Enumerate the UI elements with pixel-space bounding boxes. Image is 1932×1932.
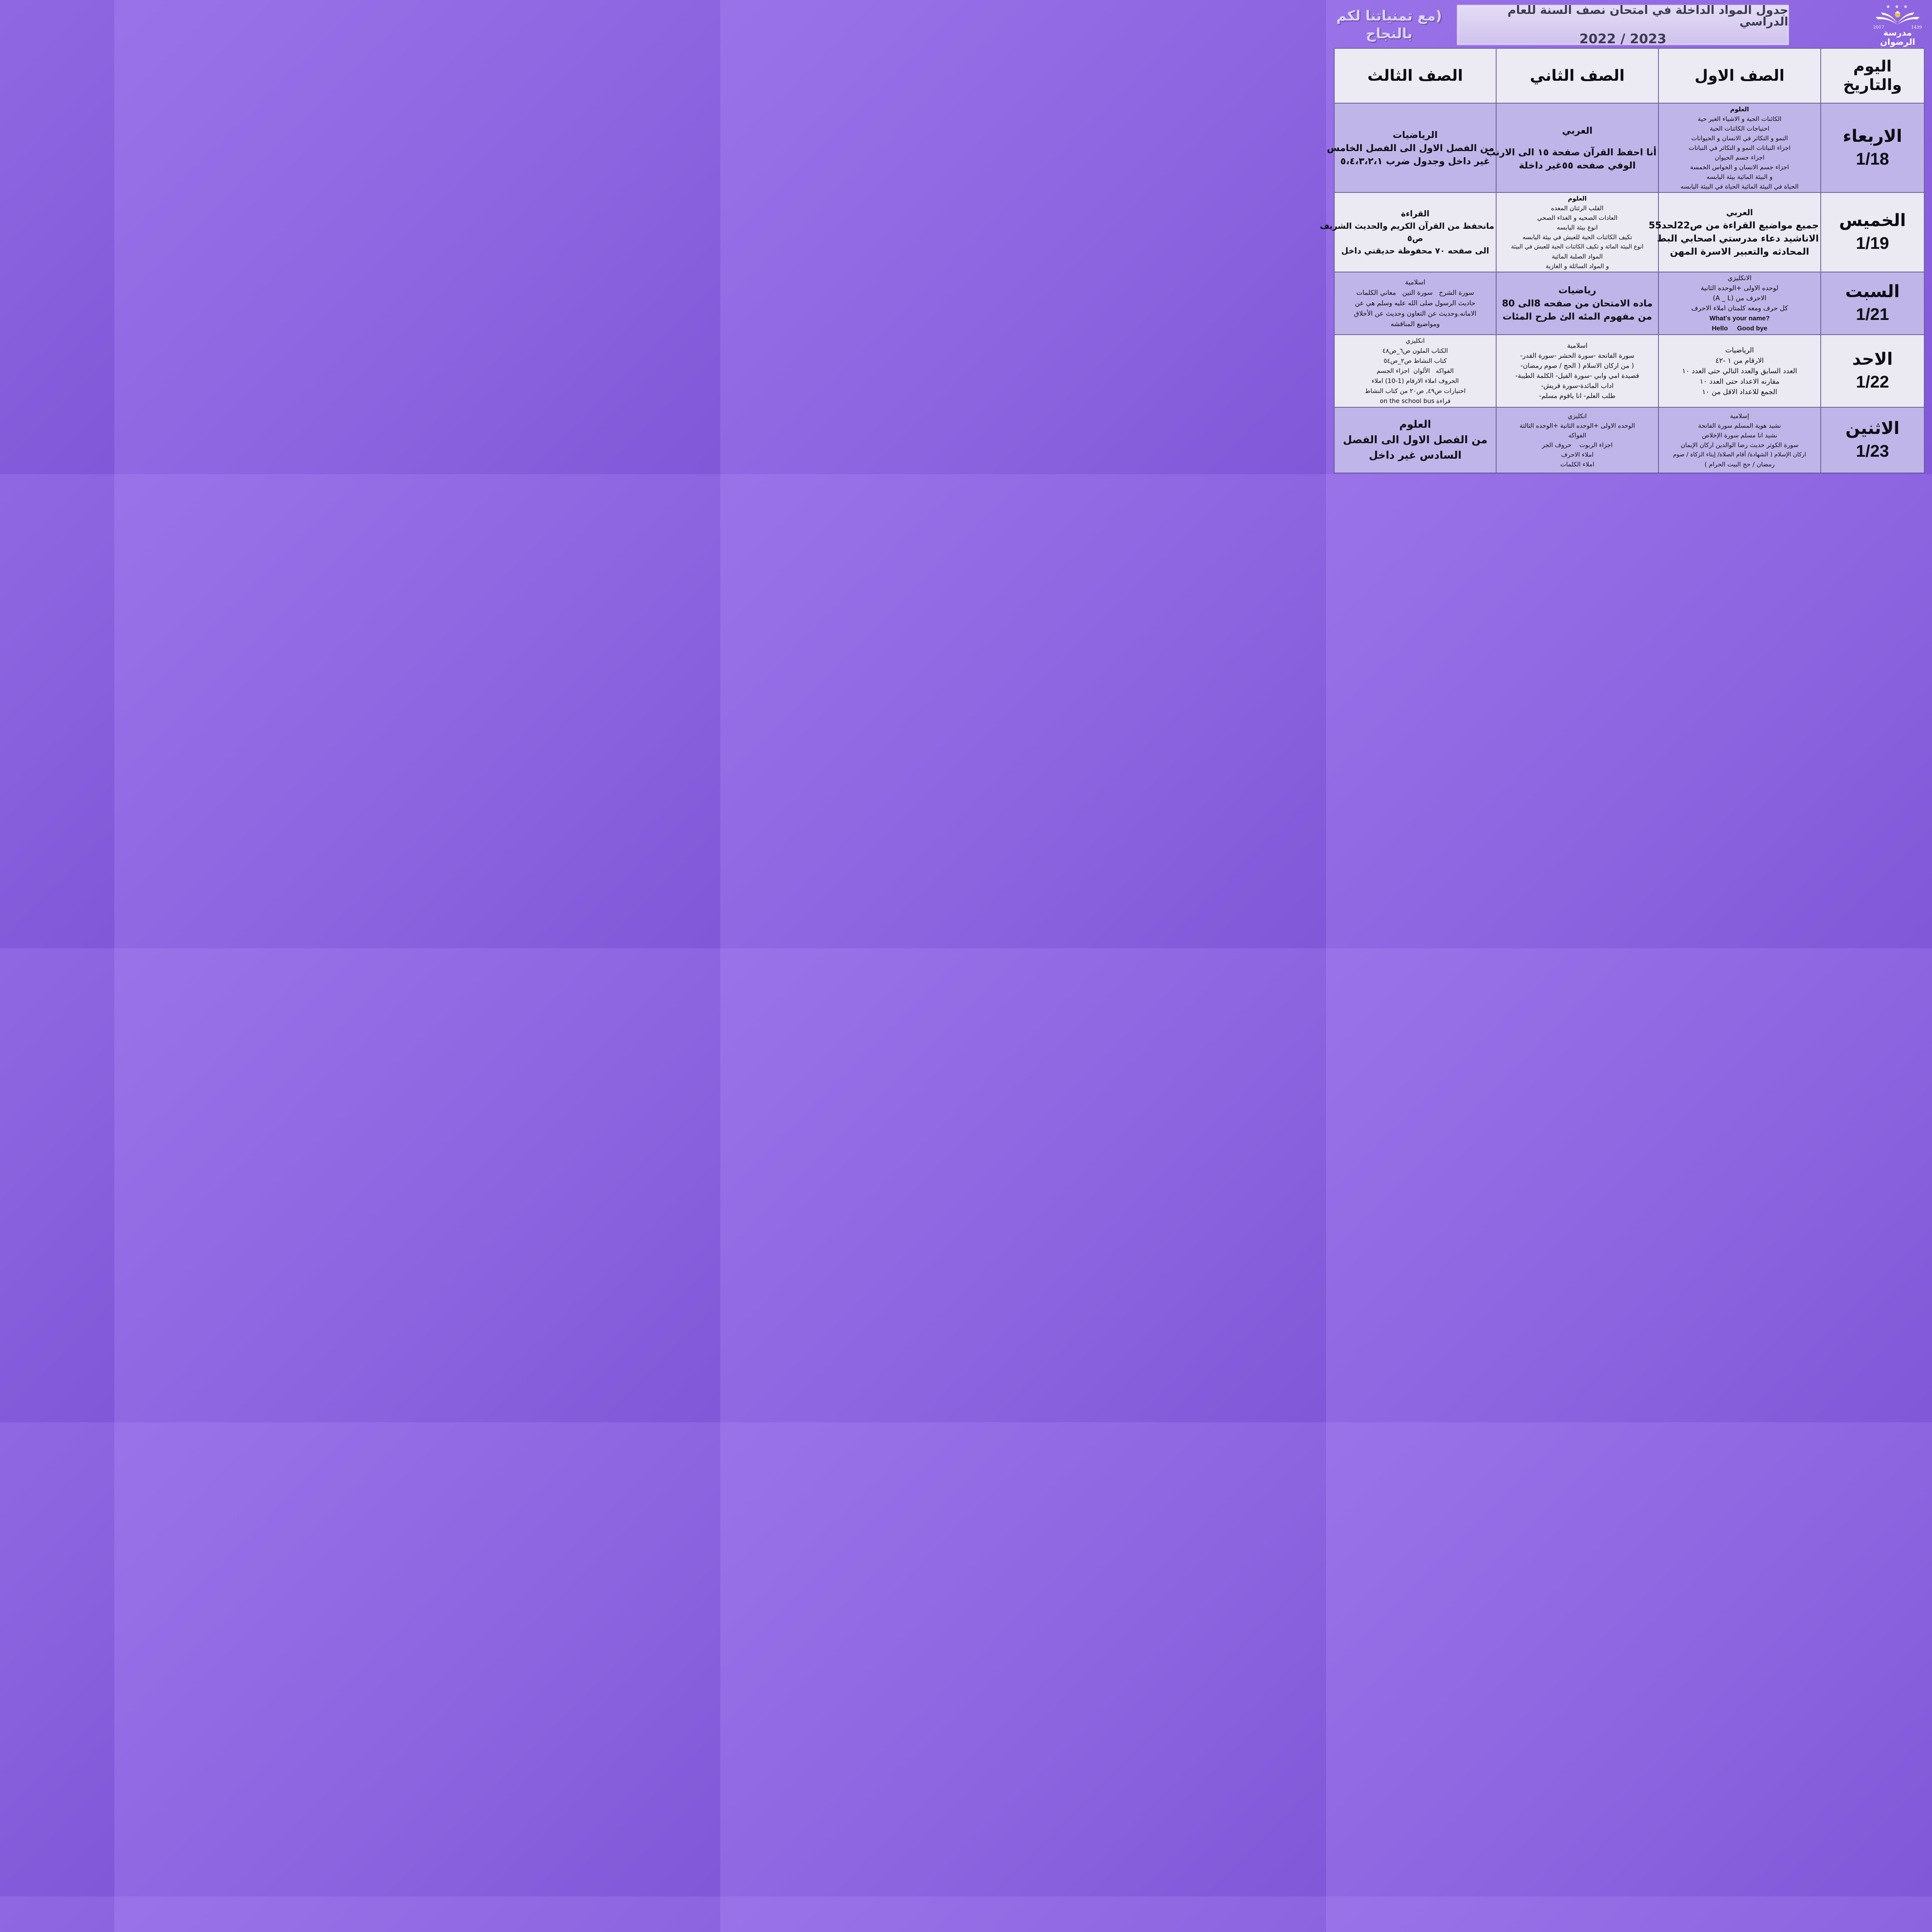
header-day-line1: اليوم	[1853, 58, 1892, 75]
day-date: 1/21	[1856, 305, 1889, 324]
day-cell	[1821, 103, 1924, 192]
topic-line: العدد السابق والعدد التالي حتى العدد ١٠	[1682, 367, 1797, 375]
academic-year: 2022 / 2023	[1579, 31, 1667, 47]
topic-line: غير داخل وجدول ضرب ٥،٤،٣،٢،١	[1340, 155, 1490, 167]
topic-line: الفواكه الألوان اجزاء الجسم	[1376, 367, 1454, 374]
subject-name: الانكليزي	[1728, 274, 1752, 282]
day-name: السبت	[1845, 282, 1900, 301]
topic-line: الكتاب الملون ص٦_ص٤٨	[1382, 347, 1448, 354]
topic-line: القلب الرئتان المعده	[1551, 204, 1604, 212]
logo-year-right: 1439	[1911, 25, 1922, 30]
topic-line: من مفهوم المئه الئ طرح المئات	[1502, 311, 1652, 322]
subject-name: رياضيات	[1558, 285, 1596, 296]
topic-line: الكائنات الحية و الاشياء الغير حية	[1697, 115, 1782, 122]
subject-name: انكليزي	[1568, 412, 1587, 420]
topic-line: جميع مواضيع القراءة من ص22لحد55	[1648, 220, 1819, 231]
table-row	[1334, 272, 1924, 335]
topic-line: كتاب النشاط ص٢_ص٥٤	[1383, 357, 1447, 364]
open-book-icon	[1872, 9, 1923, 26]
grade-3-cell	[1334, 272, 1496, 335]
logo-name-ar: مدرسة الرضوان	[1880, 28, 1915, 47]
topic-line: اختيارات ص٤٩, ص٢٠ من كتاب النشاط	[1365, 387, 1466, 395]
grade-3-cell	[1334, 335, 1496, 407]
topic-line: المواد الصلبة المائية	[1552, 253, 1603, 260]
wish-line-1: (مع تمنياتنا لكم	[1336, 8, 1442, 24]
topic-line: حاديث الرسول صلى الله عليه وسلم هي عن	[1355, 299, 1476, 307]
subject-name: العلوم	[1399, 418, 1431, 430]
grade-1-cell	[1658, 272, 1821, 335]
topic-line: الاحرف من (A _ L)	[1713, 294, 1767, 302]
topic-line: الامانه.وحديث عن التعاون وحديث عن الأخلاق	[1354, 310, 1476, 318]
topic-line: من الفصل الاول الى الفصل الخامس	[1327, 142, 1494, 153]
topic-line: المحادثه والتعبير الاسرة المهن	[1670, 246, 1810, 257]
grade-1-cell	[1658, 407, 1821, 473]
topic-line: سورة الشرح سورة التين معاني الكلمات	[1356, 289, 1474, 297]
grade-1-cell	[1658, 103, 1821, 192]
subject-name: القراءة	[1401, 209, 1430, 218]
day-cell	[1821, 407, 1924, 473]
topic-line: من الفصل الاول الى الفصل	[1343, 434, 1488, 446]
topic-line: الاناشيد دعاء مدرستي اصحابي البط	[1657, 233, 1819, 244]
subject-name: انكليزي	[1405, 337, 1425, 344]
subject-name: العلوم	[1730, 105, 1749, 113]
grade-2-cell	[1496, 407, 1658, 473]
table-row	[1334, 335, 1924, 407]
day-date: 1/23	[1856, 442, 1889, 461]
day-date: 1/22	[1856, 372, 1889, 391]
topic-line: اجزاء جسم الانسان و الحواس الخمسة	[1690, 163, 1789, 171]
day-cell	[1821, 272, 1924, 335]
topic-line: رمضان / حج البيت الحرام )	[1704, 461, 1775, 468]
topic-line: الوحده الاولى +الوحده الثانية +الوحده الثالثة	[1519, 422, 1635, 429]
topic-line: الى صفحه ٧٠ محفوظة حديقتي داخل	[1341, 246, 1489, 255]
title-banner	[1457, 5, 1789, 45]
topic-line: ومواضيع المناقشه	[1390, 320, 1440, 328]
topic-line: السادس غير داخل	[1369, 449, 1462, 461]
topic-line: انوع بيئة اليابسه	[1557, 224, 1598, 231]
topic-line: مقارنه الاعداد حتى العدد ١٠	[1699, 377, 1780, 386]
grade-3-cell	[1327, 103, 1496, 192]
subject-name: اسلامية	[1405, 278, 1425, 286]
stars-icon: ★ ★ ★	[1886, 4, 1909, 9]
exam-schedule-table	[1320, 48, 1925, 473]
grade-1-cell	[1648, 192, 1821, 272]
header-grade-1-label: الصف الاول	[1694, 67, 1785, 85]
header-grade-3	[1334, 48, 1496, 103]
logo-year-left: 2017	[1873, 25, 1884, 30]
subject-name: اسلامية	[1567, 342, 1588, 350]
topic-line: الفواكه	[1568, 432, 1587, 439]
grade-1-cell	[1658, 335, 1821, 407]
topic-line: و المواد السائلة و الغازية	[1546, 262, 1609, 270]
topic-line: كل حرف ومعه كلمتان املاء الاحرف	[1691, 304, 1788, 312]
topic-line: الحروف املاء الارقام (1-10) املاء	[1371, 377, 1459, 384]
day-date: 1/19	[1856, 234, 1889, 253]
day-name: الاثنين	[1845, 418, 1900, 438]
table-row	[1334, 192, 1924, 272]
topic-line: احتياجات الكائنات الحية	[1709, 125, 1770, 132]
topic-line: العادات الصحيه و الغذاء الصحي	[1537, 214, 1617, 221]
topic-line: الارقام من ١ -٤٢	[1715, 356, 1764, 365]
day-name: الخميس	[1839, 211, 1906, 230]
subject-name: إسلامية	[1730, 412, 1749, 420]
topic-line: اداب المائدة-سورة قريش-	[1541, 382, 1614, 390]
header-grade-2	[1496, 48, 1658, 103]
grade-3-cell	[1320, 192, 1496, 272]
topic-line: نشيد هوية المسلم سورة الفاتحة	[1698, 422, 1781, 429]
day-date: 1/18	[1856, 149, 1889, 168]
table-row	[1334, 103, 1924, 192]
day-name: الاحد	[1852, 349, 1893, 369]
table-row	[1334, 407, 1924, 473]
topic-line: الوفي صفحه ٥٥غير داخلة	[1519, 160, 1636, 171]
topic-line: املاء الاحرف	[1561, 451, 1594, 458]
topic-line: الجمع للاعداد الاقل من ١٠	[1702, 388, 1777, 396]
topic-line: Hello Good bye	[1712, 325, 1767, 332]
topic-line: What's your name?	[1709, 315, 1770, 322]
subject-name: الرياضيات	[1393, 129, 1438, 140]
topic-line: قصيدة امي وابي -سورة الفيل- الكلمة الطيبة-	[1515, 372, 1639, 380]
page-title: جدول المواد الداخلة في امتحان نصف السنة للعام الدراسي	[1507, 3, 1788, 29]
subject-name: الرياضيات	[1725, 346, 1754, 354]
header-day-date	[1821, 48, 1924, 103]
grade-2-cell	[1486, 103, 1658, 192]
topic-line: اجزاء الربوت حروف الجر	[1542, 441, 1613, 449]
subject-name: العربي	[1726, 208, 1753, 217]
day-cell	[1821, 192, 1924, 272]
grade-2-cell	[1496, 272, 1658, 335]
topic-line: ( من اركان الاسلام ( الحج / صوم رمضان-	[1520, 362, 1634, 370]
topic-line: قراءة on the school bus	[1379, 397, 1451, 405]
topic-line: مانحفظ من القرآن الكريم والحديث الشريف	[1320, 221, 1494, 231]
grade-2-cell	[1496, 192, 1658, 272]
topic-line: سورة الفاتحة -سورة الحشر -سورة القدر-	[1520, 352, 1634, 360]
day-cell	[1821, 335, 1924, 407]
topic-line: اجزاء جسم الحيوان	[1714, 154, 1765, 161]
header-day-line2: والتاريخ	[1843, 76, 1902, 94]
grade-2-cell	[1496, 335, 1658, 407]
topic-line: و البيئة المائية بيئة اليابسه	[1706, 173, 1773, 180]
day-name: الاربعاء	[1843, 126, 1902, 146]
topic-line: املاء الكلمات	[1560, 461, 1594, 468]
wish-line-2: بالنجاح	[1366, 26, 1413, 42]
topic-line: انوع البيئة المائة و تكيف الكائنات الحية للعيش في البيئة	[1511, 243, 1644, 250]
topic-line: لوحده الاولى +الوحده الثانية	[1701, 284, 1779, 292]
subject-name: العلوم	[1568, 195, 1587, 202]
topic-line: ماده الامتحان من صفحه 8الى 80	[1502, 298, 1653, 309]
table-header-row	[1334, 48, 1924, 103]
school-logo	[1867, 4, 1928, 47]
topic-line: النمو و التكاثر في الانسان و الحيوانات	[1691, 134, 1788, 142]
topic-line: ص٥	[1407, 234, 1423, 243]
header-grade-2-label: الصف الثاني	[1530, 67, 1625, 85]
topic-line: طلب العلم- انا ياقوم مسلم-	[1539, 392, 1616, 400]
topic-line: أنا احفظ القرآن صفحة ١٥ الى الارنب	[1486, 146, 1656, 158]
subject-name: العربي	[1562, 125, 1593, 136]
topic-line: اركان الإسلام ( الشهادة/ أقام الصلاة/ إيتاء الزكاة / صوم	[1673, 451, 1806, 458]
logo-years	[1873, 25, 1922, 30]
header-grade-3-label: الصف الثالث	[1367, 67, 1463, 85]
topic-line: سورة الكوثر حديث رضا الوالدين اركان الإيمان	[1680, 441, 1799, 449]
grade-3-cell	[1334, 407, 1496, 473]
topic-line: تكيف الكائنات الحية للعيش في بيئة اليابسه	[1522, 233, 1632, 241]
topic-line: اجزاء النباتات النمو و التكاثر في النباتات	[1689, 144, 1791, 151]
topic-line: نشيد انا مسلم سورة الإخلاص	[1702, 432, 1777, 439]
header-grade-1	[1658, 48, 1821, 103]
wish-text	[1333, 8, 1445, 46]
topic-line: الحياة في البيئة المائية الحياة في البيئة اليابسه	[1680, 183, 1799, 190]
